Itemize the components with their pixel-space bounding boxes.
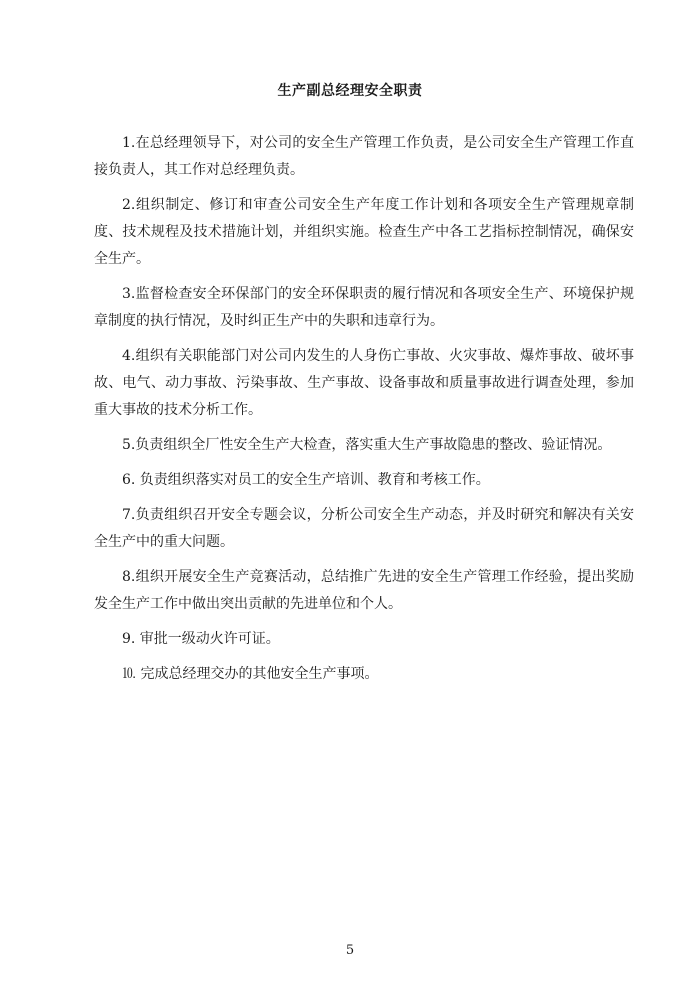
paragraph-9: 9. 审批一级动火许可证。	[122, 631, 280, 647]
page-number: 5	[345, 943, 355, 958]
document-body	[94, 130, 634, 696]
paragraph-2: 2.组织制定、修订和审查公司安全生产年度工作计划和各项安全生产管理规章制度、技术规程及技术措施计划，并组织实施。检查生产中各工艺指标控制情况，确保安全生产。	[94, 197, 634, 267]
paragraph-5: 5.负责组织全厂性安全生产大检查，落实重大生产事故隐患的整改、验证情况。	[122, 437, 612, 453]
paragraph-3: 3.监督检查安全环保部门的安全环保职责的履行情况和各项安全生产、环境保护规章制度的执行情况，及时纠正生产中的失职和违章行为。	[94, 286, 634, 329]
paragraph-4: 4.组织有关职能部门对公司内发生的人身伤亡事故、火灾事故、爆炸事故、破坏事故、电气、动力事故、污染事故、生产事故、设备事故和质量事故进行调查处理，参加重大事故的技术分析工作。	[94, 348, 634, 418]
paragraph-7: 7.负责组织召开安全专题会议，分析公司安全生产动态，并及时研究和解决有关安全生产中的重大问题。	[94, 507, 634, 550]
paragraph-10: ⒑ 完成总经理交办的其他安全生产事项。	[122, 666, 379, 682]
document-title: 生产副总经理安全职责	[277, 83, 423, 99]
paragraph-8: 8.组织开展安全生产竞赛活动，总结推广先进的安全生产管理工作经验，提出奖励发全生产工作中做出突出贡献的先进单位和个人。	[94, 569, 634, 612]
paragraph-6: 6. 负责组织落实对员工的安全生产培训、教育和考核工作。	[122, 472, 490, 488]
paragraph-1: 1.在总经理领导下，对公司的安全生产管理工作负责，是公司安全生产管理工作直接负责人，其工作对总经理负责。	[94, 135, 634, 178]
